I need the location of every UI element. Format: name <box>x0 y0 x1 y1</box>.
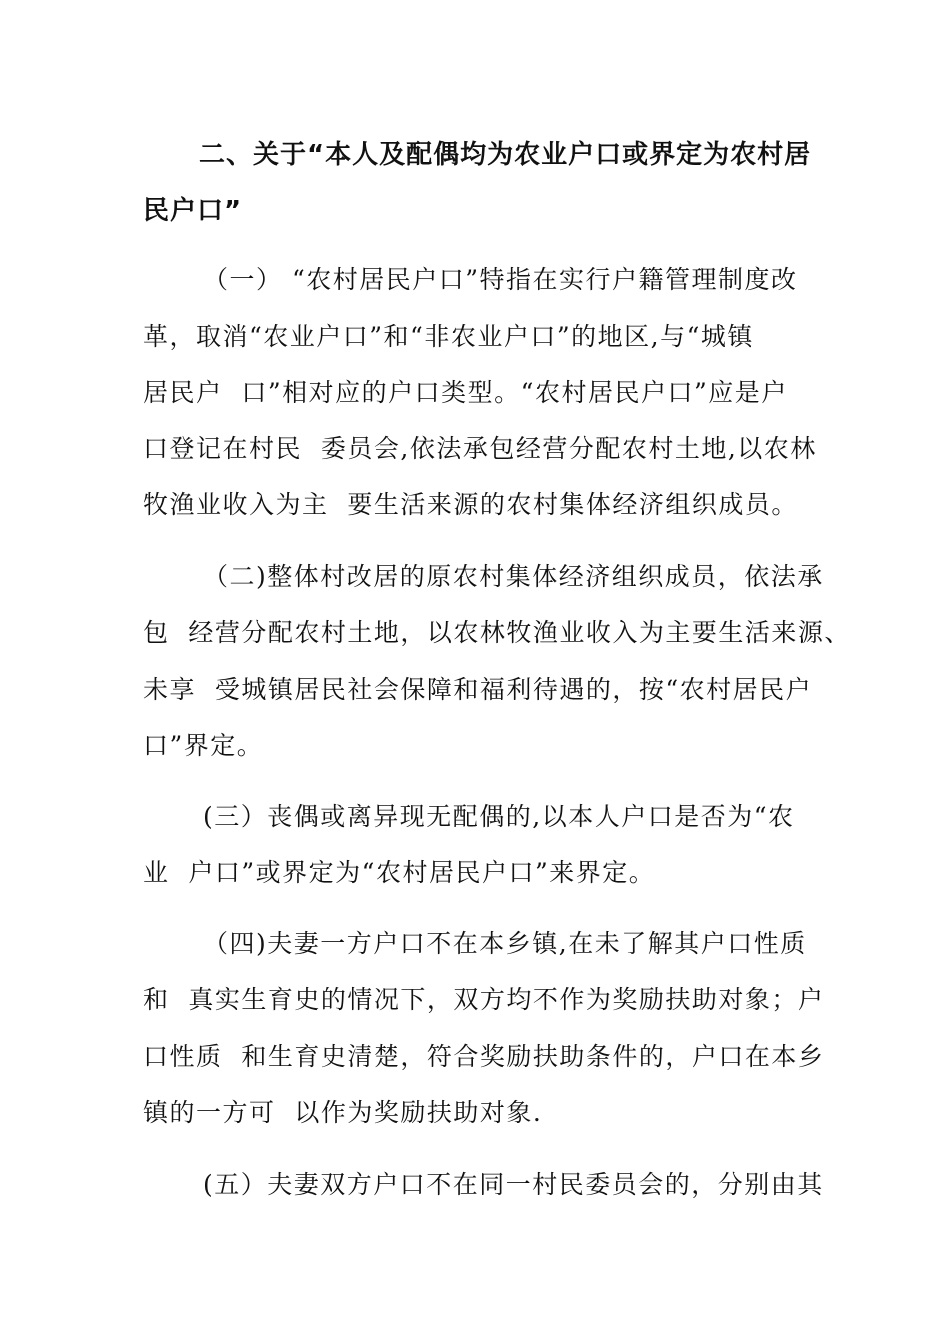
item-2-line-1: （二)整体村改居的原农村集体经济组织成员，依法承 <box>203 562 824 591</box>
item-1-line-3: 居民户 口”相对应的户口类型。“农村居民户口”应是户 <box>143 378 788 407</box>
item-2-line-3: 未享 受城镇居民社会保障和福利待遇的，按“农村居民户 <box>143 675 813 704</box>
item-2-line-4: 口”界定。 <box>143 731 264 760</box>
item-1-line-5: 牧渔业收入为主 要生活来源的农村集体经济组织成员。 <box>143 490 798 519</box>
item-2-line-2: 包 经营分配农村土地，以农林牧渔业收入为主要生活来源、 <box>143 618 851 647</box>
item-1-line-4: 口登记在村民 委员会,依法承包经营分配农村土地,以农林 <box>143 434 817 463</box>
item-4-line-3: 口性质 和生育史清楚，符合奖励扶助条件的，户口在本乡 <box>143 1042 825 1071</box>
item-3-line-2: 业 户口”或界定为“农村居民户口”来界定。 <box>143 858 656 887</box>
section-heading-line-1: 二、关于“本人及配偶均为农业户口或界定为农村居 <box>199 140 812 170</box>
item-4-line-4: 镇的一方可 以作为奖励扶助对象. <box>143 1098 543 1127</box>
item-1-line-2: 革，取消“农业户口”和“非农业户口”的地区,与“城镇 <box>143 322 754 351</box>
item-1-line-1: （一） “农村居民户口”特指在实行户籍管理制度改 <box>203 265 798 294</box>
item-5-line-1: (五）夫妻双方户口不在同一村民委员会的，分别由其 <box>203 1170 824 1199</box>
item-3-line-1: (三）丧偶或离异现无配偶的,以本人户口是否为“农 <box>203 802 795 831</box>
item-4-line-2: 和 真实生育史的情况下，双方均不作为奖励扶助对象；户 <box>143 985 825 1014</box>
item-4-line-1: （四)夫妻一方户口不在本乡镇,在未了解其户口性质 <box>203 929 807 958</box>
section-heading-line-2: 民户口” <box>143 196 243 226</box>
